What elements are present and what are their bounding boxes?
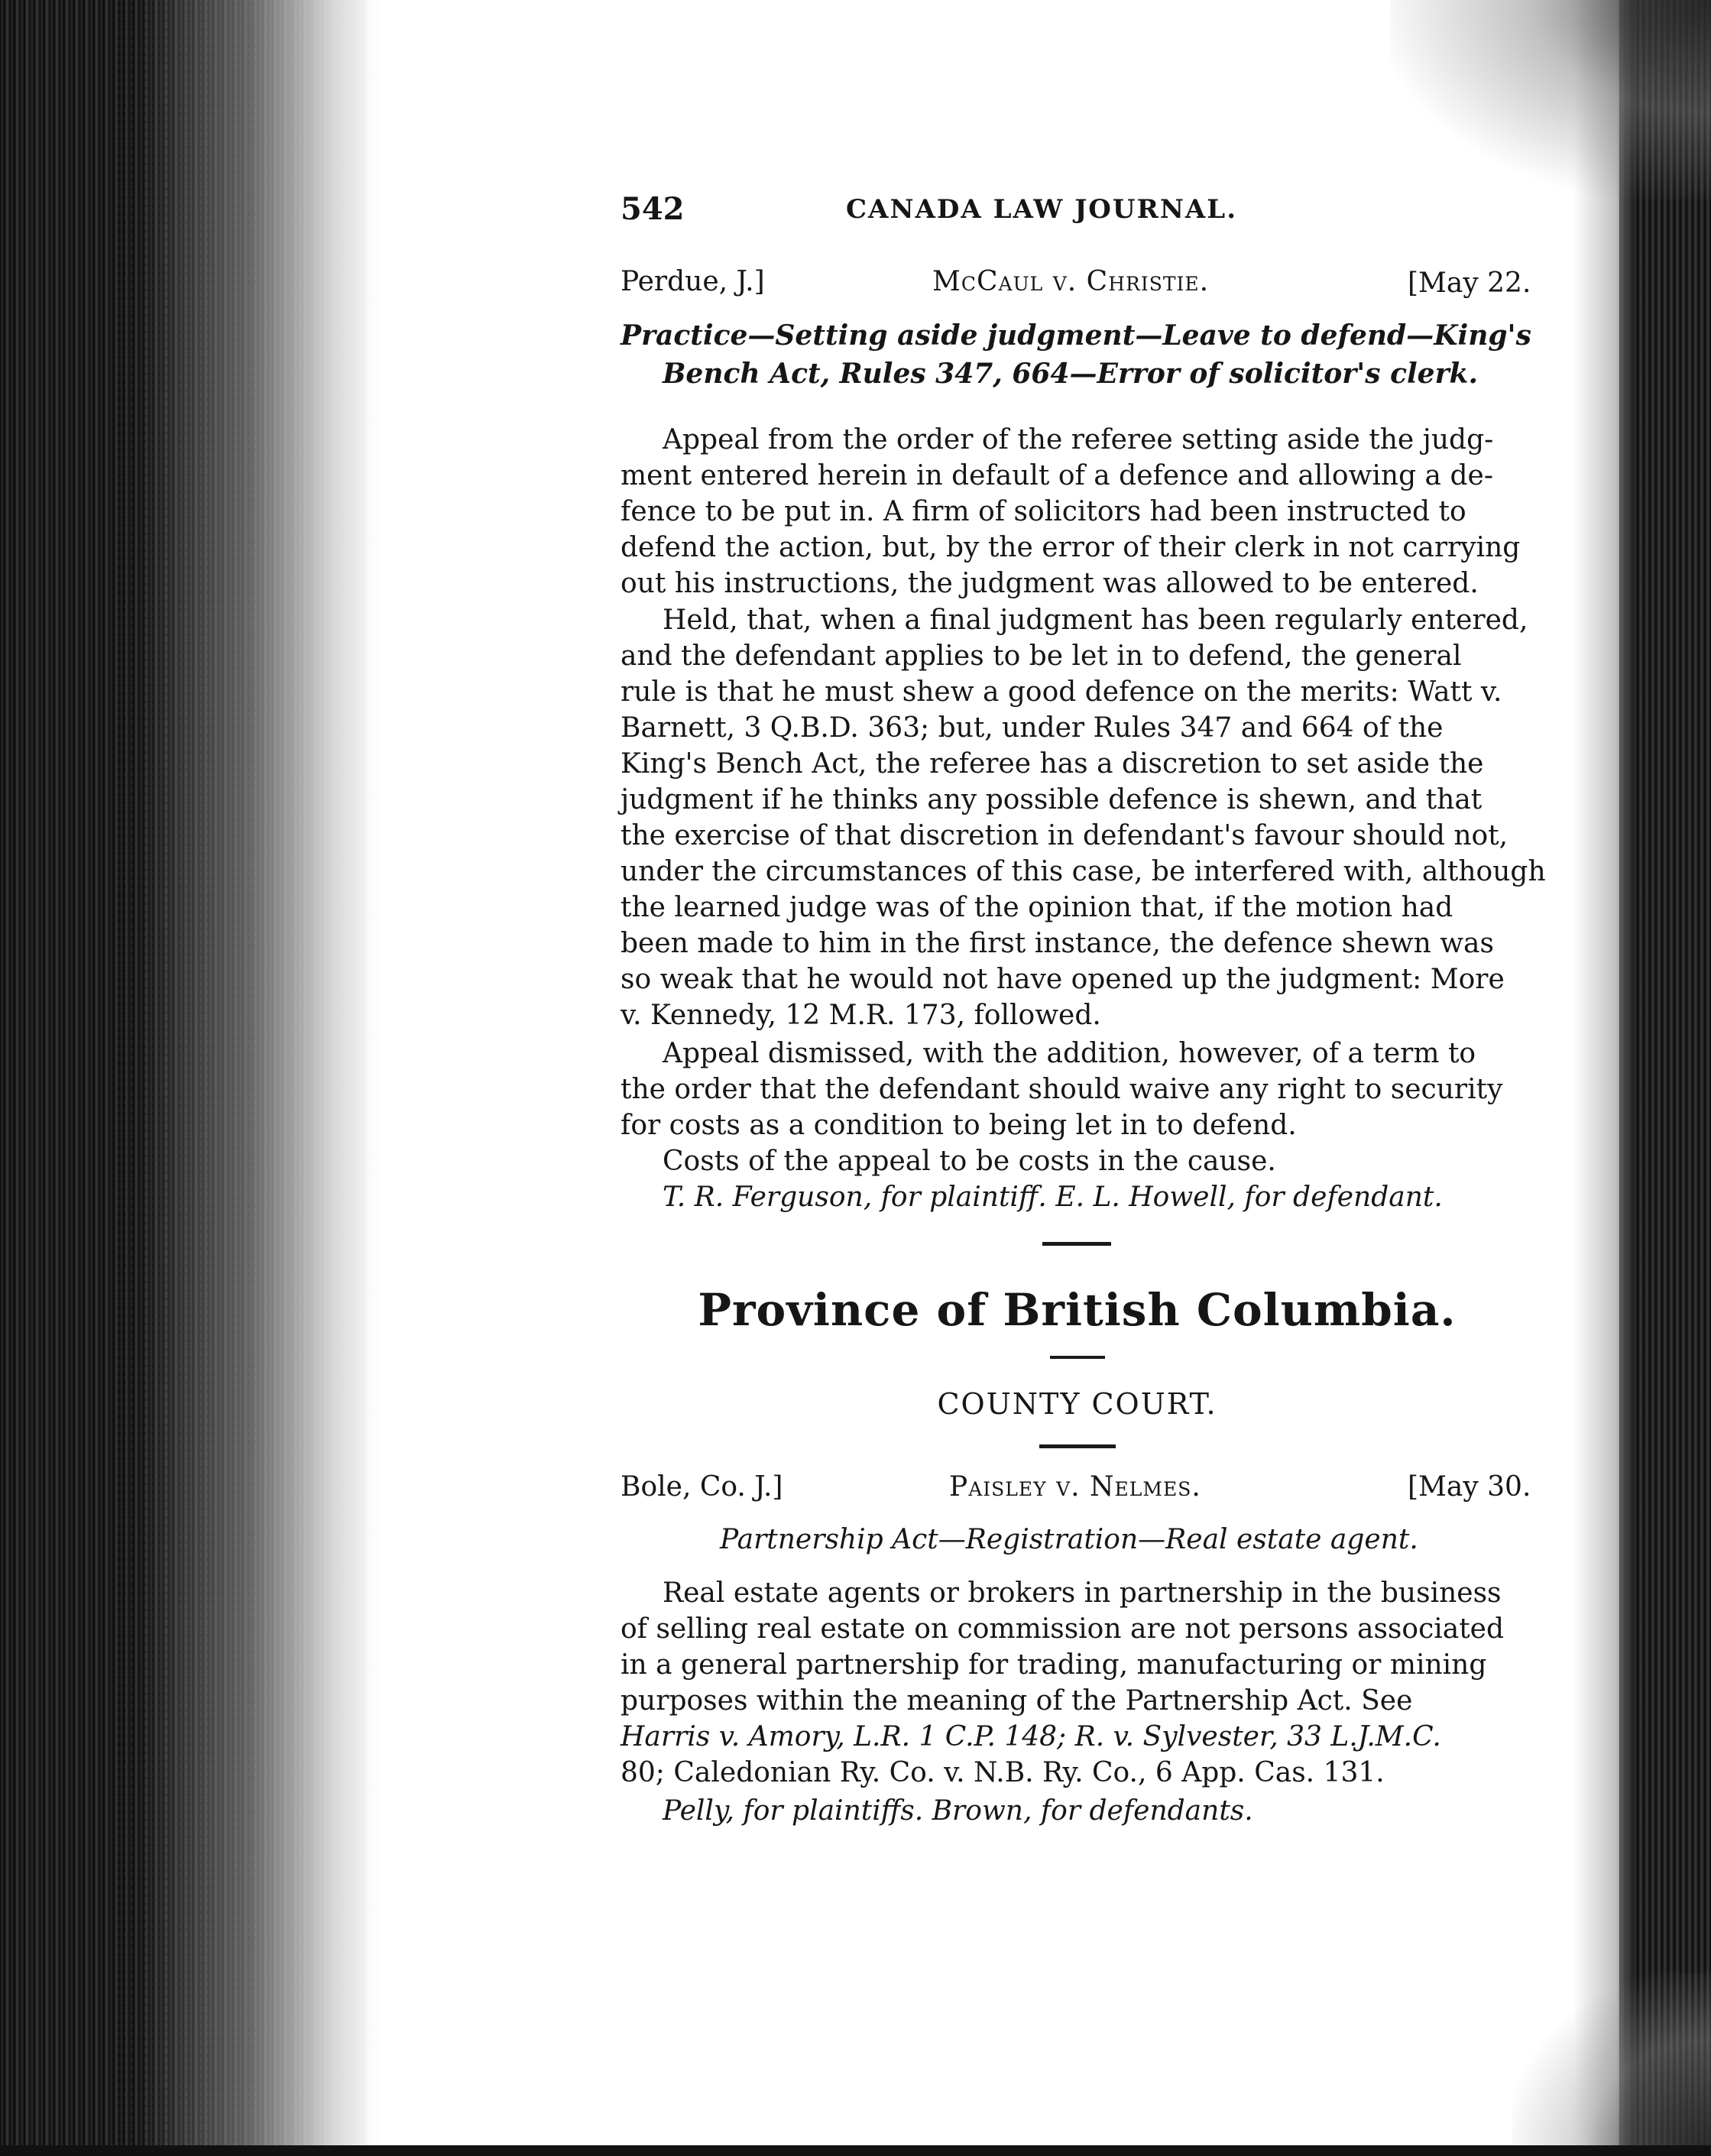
- case1-p2-line3: rule is that he must shew a good defence on the merits: Watt v.: [621, 676, 1502, 708]
- case1-p2-line8: under the circumstances of this case, be interfered with, although: [621, 856, 1546, 887]
- case1-p1-line4: defend the action, but, by the error of their clerk in not carrying: [621, 532, 1521, 563]
- case1-headnote-line1: Practice—Setting aside judgment—Leave to defend—King's: [621, 319, 1531, 352]
- case1-p2-line10: been made to him in the first instance, the defence shewn was: [621, 928, 1494, 959]
- case1-judge: Perdue, J.]: [621, 266, 765, 297]
- case2-title: Paisley v. Nelmes.: [949, 1471, 1201, 1503]
- case2-p1-line3: in a general partnership for trading, manufacturing or mining: [621, 1649, 1487, 1681]
- province-heading: Province of British Columbia.: [698, 1284, 1457, 1336]
- journal-title: CANADA LAW JOURNAL.: [846, 194, 1238, 225]
- case1-p2-line5: King's Bench Act, the referee has a discretion to set aside the: [621, 748, 1484, 780]
- case2-p1-line1: Real estate agents or brokers in partnership in the business: [663, 1577, 1502, 1609]
- case1-costs: Costs of the appeal to be costs in the cause.: [663, 1146, 1276, 1177]
- section-divider: [1042, 1242, 1111, 1246]
- case1-p2-line7: the exercise of that discretion in defendant's favour should not,: [621, 820, 1508, 851]
- case2-headnote: Partnership Act—Registration—Real estate agent.: [720, 1524, 1418, 1555]
- case1-counsel: T. R. Ferguson, for plaintiff. E. L. Howell, for defendant.: [663, 1182, 1443, 1213]
- case1-p2-line2: and the defendant applies to be let in to defend, the general: [621, 640, 1462, 672]
- case2-p1-line2: of selling real estate on commission are not persons associated: [621, 1613, 1505, 1645]
- case1-p2-line1: Held, that, when a final judgment has been regularly entered,: [663, 605, 1528, 636]
- case2-counsel: Pelly, for plaintiffs. Brown, for defendants.: [663, 1795, 1253, 1827]
- case1-title: McCaul v. Christie.: [932, 266, 1210, 297]
- scan-top-corner: [1390, 0, 1711, 199]
- province-rule: [1050, 1356, 1105, 1359]
- case1-headnote-line2: Bench Act, Rules 347, 664—Error of solicitor's clerk.: [663, 358, 1479, 390]
- court-heading: COUNTY COURT.: [937, 1387, 1217, 1421]
- case1-p2-line12: v. Kennedy, 12 M.R. 173, followed.: [621, 1000, 1101, 1031]
- case2-p1-line6: 80; Caledonian Ry. Co. v. N.B. Ry. Co., 6 App. Cas. 131.: [621, 1757, 1385, 1788]
- case2-date: [May 30.: [1408, 1471, 1531, 1503]
- case1-p2-line6: judgment if he thinks any possible defence is shewn, and that: [621, 784, 1483, 815]
- case1-p1-line3: fence to be put in. A firm of solicitors had been instructed to: [621, 496, 1466, 527]
- case1-p3-line2: the order that the defendant should waive any right to security: [621, 1074, 1503, 1105]
- scan-bottom-edge: [0, 2145, 1711, 2156]
- scan-binding-fade: [138, 0, 382, 2156]
- case1-p1-line1: Appeal from the order of the referee setting aside the judg-: [663, 424, 1494, 456]
- case2-p1-line5: Harris v. Amory, L.R. 1 C.P. 148; R. v. Sylvester, 33 L.J.M.C.: [621, 1721, 1441, 1752]
- case2-p1-line4: purposes within the meaning of the Partnership Act. See: [621, 1685, 1413, 1717]
- case1-p2-line11: so weak that he would not have opened up the judgment: More: [621, 964, 1505, 995]
- case1-date: [May 22.: [1408, 267, 1531, 299]
- court-rule: [1039, 1444, 1116, 1448]
- case2-judge: Bole, Co. J.]: [621, 1471, 783, 1503]
- case1-p3-line1: Appeal dismissed, with the addition, however, of a term to: [663, 1038, 1476, 1069]
- case1-p3-line3: for costs as a condition to being let in to defend.: [621, 1110, 1297, 1141]
- scan-binding-right-fade: [1573, 0, 1635, 2156]
- case1-p2-line4: Barnett, 3 Q.B.D. 363; but, under Rules 347 and 664 of the: [621, 712, 1444, 744]
- scan-bottom-corner: [1512, 1973, 1711, 2156]
- case1-p1-line2: ment entered herein in default of a defence and allowing a de-: [621, 460, 1493, 491]
- case1-p2-line9: the learned judge was of the opinion that, if the motion had: [621, 892, 1453, 923]
- case1-p1-line5: out his instructions, the judgment was allowed to be entered.: [621, 568, 1479, 599]
- page-number: 542: [621, 191, 685, 227]
